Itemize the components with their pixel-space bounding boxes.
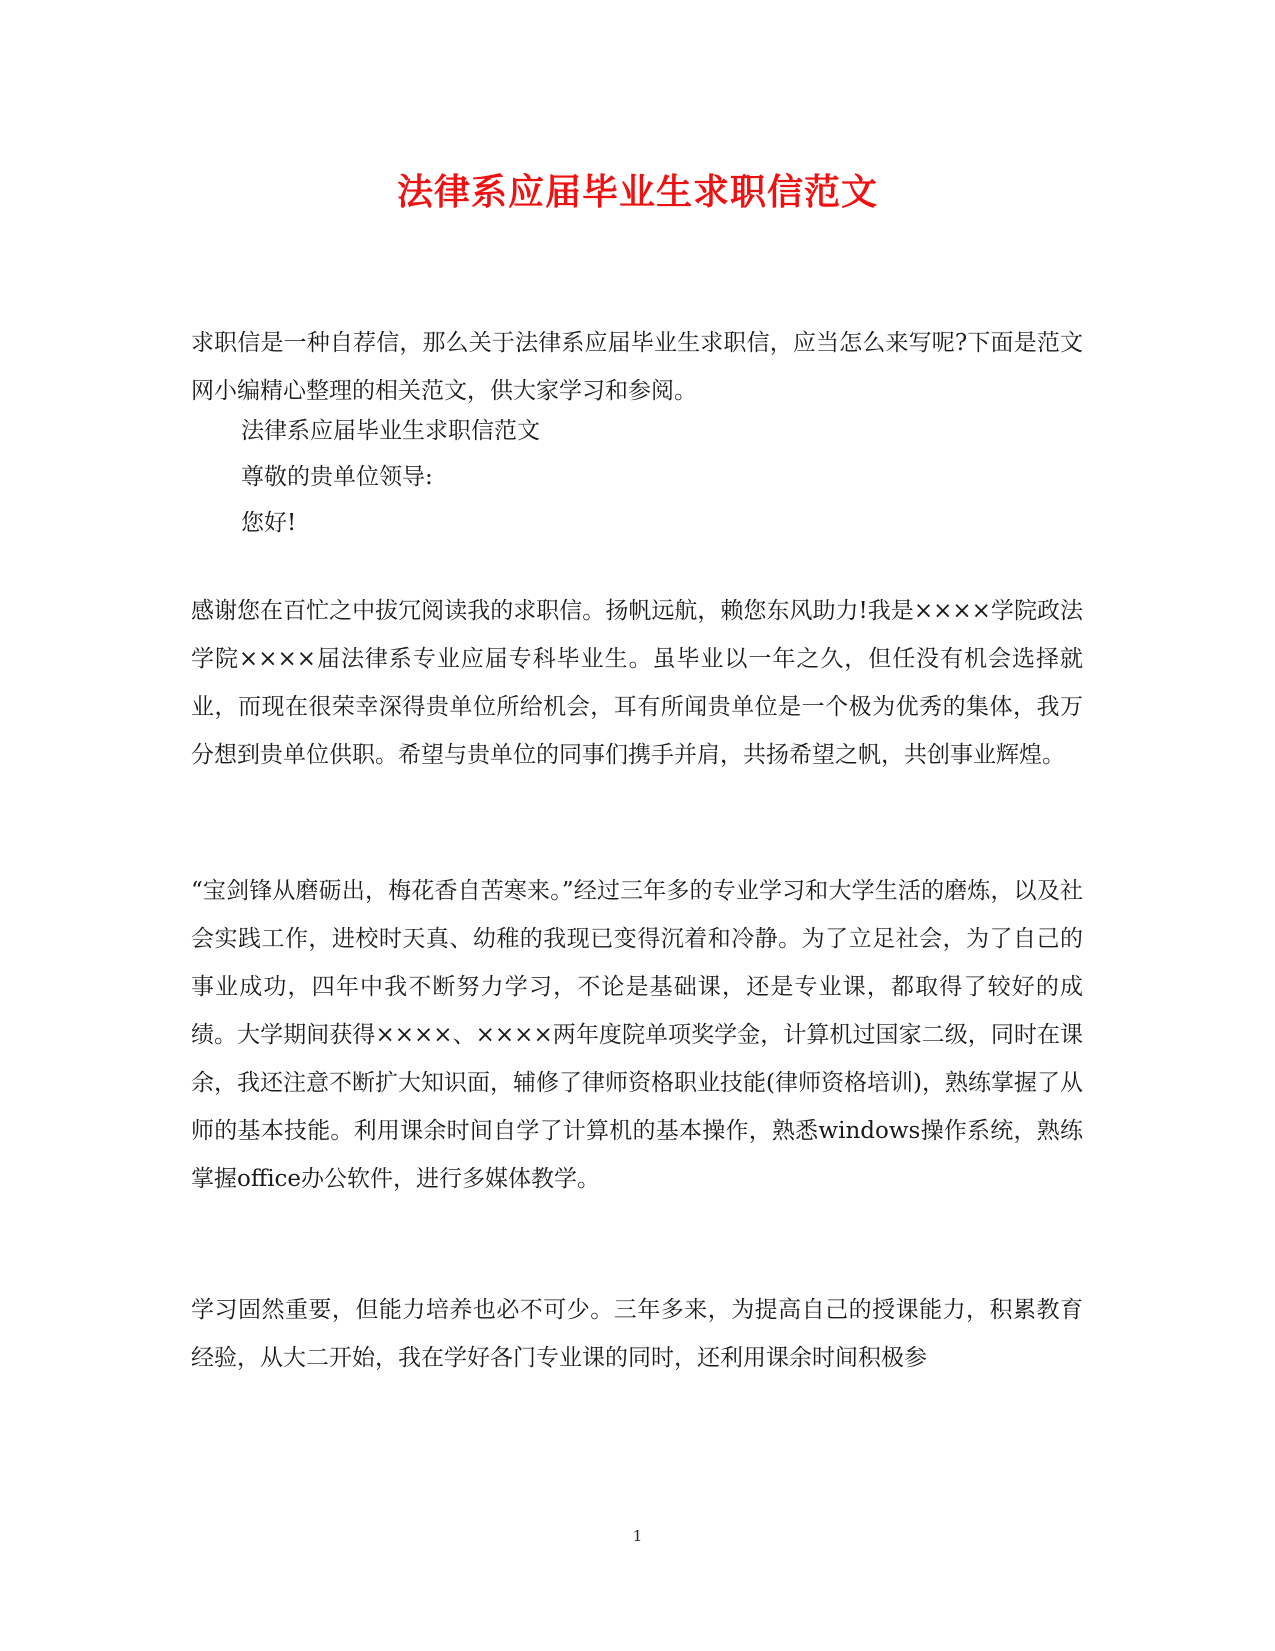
letter-subtitle: 法律系应届毕业生求职信范文 [241, 418, 540, 444]
document-title: 法律系应届毕业生求职信范文 [396, 171, 878, 213]
letter-salutation: 尊敬的贵单位领导: [241, 464, 433, 490]
page-number: 1 [632, 1527, 643, 1545]
body-paragraph-2: “宝剑锋从磨砺出，梅花香自苦寒来。”经过三年多的专业学习和大学生活的磨炼，以及社会实践工作，进校时天真、幼稚的我现已变得沉着和冷静。为了立足社会，为了自己的事业成功，四年中我不断努力学习，不论是基础课，还是专业课，都取得了较好的成绩。大学期间获得××××、××××两年度院单项奖学金，计算机过国家二级，同时在课余，我还注意不断扩大知识面，辅修了律师资格职业技能(律师资格培训)，熟练掌握了从师的基本技能。利用课余时间自学了计算机的基本操作，熟悉windows操作系统，熟练掌握office办公软件，进行多媒体教学。 [191, 878, 1083, 1192]
letter-greeting: 您好! [241, 510, 297, 536]
body-paragraph-1: 感谢您在百忙之中拔冗阅读我的求职信。扬帆远航，赖您东风助力!我是××××学院政法学院××××届法律系专业应届专科毕业生。虽毕业以一年之久，但任没有机会选择就业，而现在很荣幸深得贵单位所给机会，耳有所闻贵单位是一个极为优秀的集体，我万分想到贵单位供职。希望与贵单位的同事们携手并肩，共扬希望之帆，共创事业辉煌。 [191, 598, 1083, 768]
body-paragraph-3: 学习固然重要，但能力培养也必不可少。三年多来，为提高自己的授课能力，积累教育经验，从大二开始，我在学好各门专业课的同时，还利用课余时间积极参 [191, 1297, 1083, 1371]
intro-paragraph: 求职信是一种自荐信，那么关于法律系应届毕业生求职信，应当怎么来写呢?下面是范文网小编精心整理的相关范文，供大家学习和参阅。 [191, 330, 1083, 404]
